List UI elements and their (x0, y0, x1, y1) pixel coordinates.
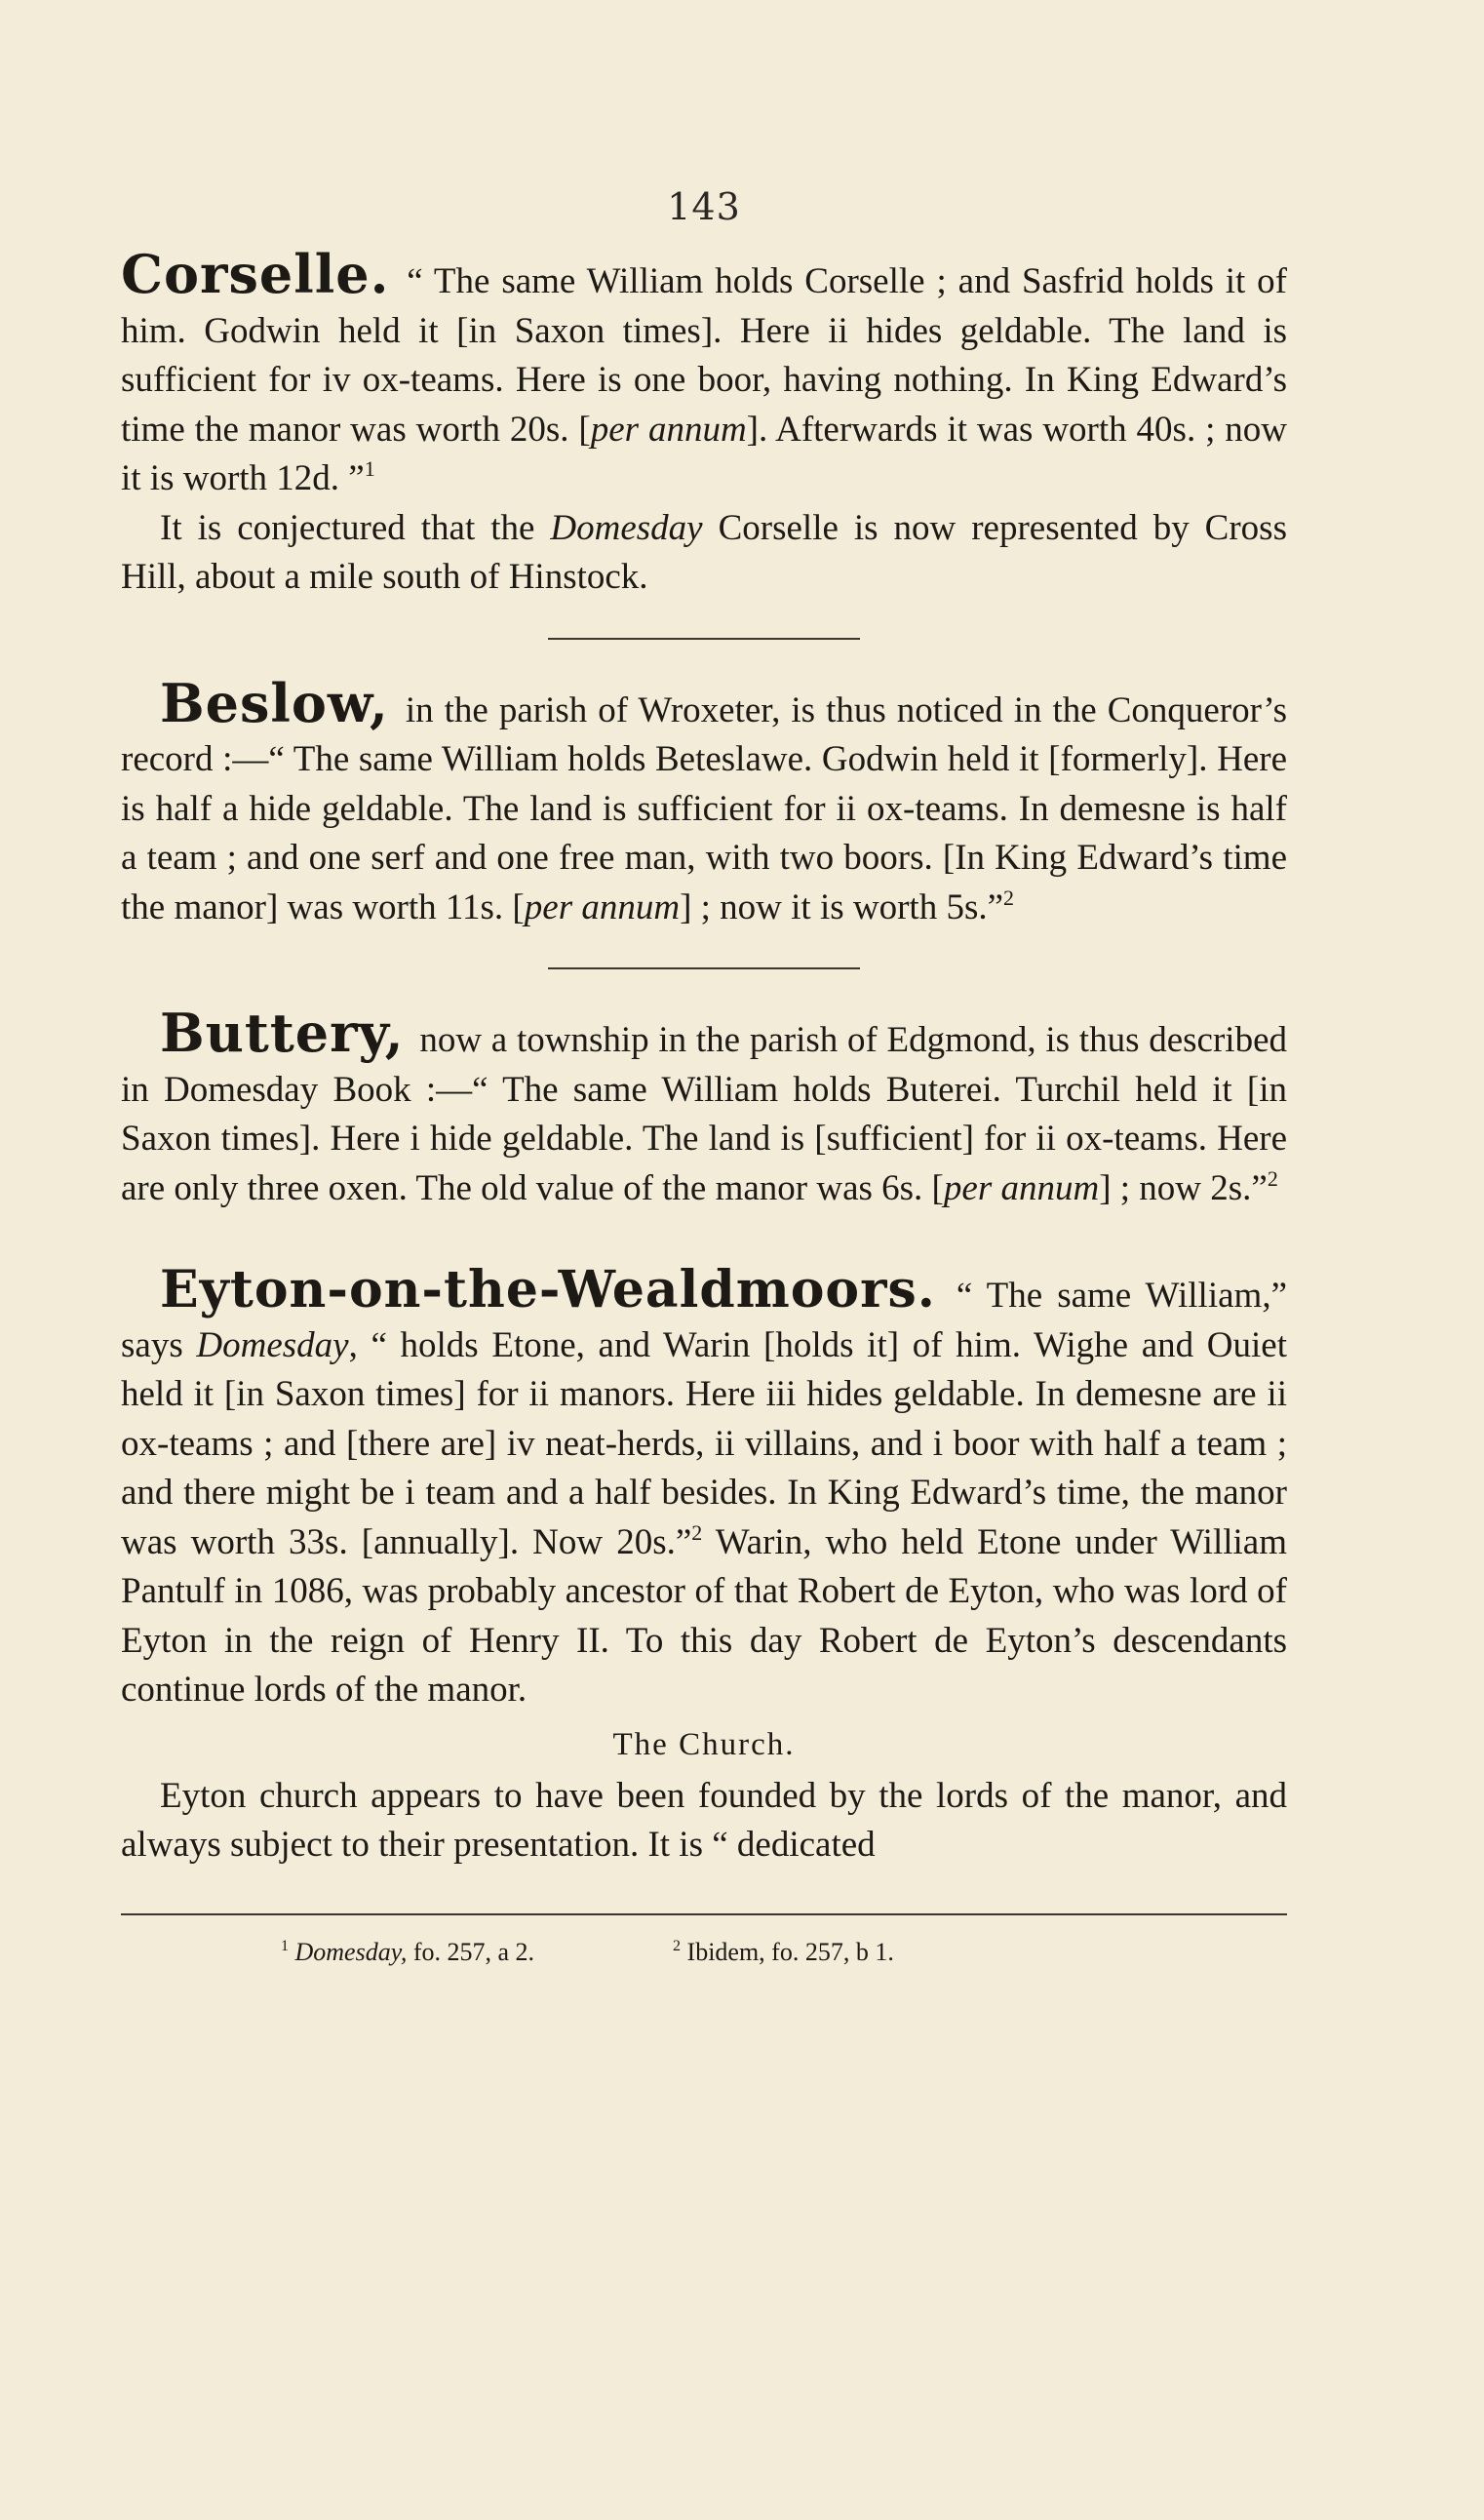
corselle-paragraph: Corselle. “ The same William holds Corselle ; and Sasfrid holds it of him. Godwin held it [in Saxon times]. Here ii hides geldable. The land is sufficient for iv ox-teams. Here is one boor, having nothing. In King Edward’s time the manor was worth 20s. [per annum]. Afterwards it was worth 40s. ; now it is worth 12d. ”$^1$ (121, 243, 1287, 498)
footnote-ref: 2 (1267, 1165, 1278, 1191)
church-subheading: The Church. (612, 1726, 796, 1762)
corselle-heading: Corselle. (121, 243, 390, 305)
footnote-ref: 2 (1003, 885, 1015, 910)
beslow-heading: Beslow, (160, 671, 389, 734)
footnote-2: $^2$ Ibidem, fo. 257, b 1. (673, 1937, 894, 1966)
footnote-ref: 2 (691, 1519, 703, 1545)
footnote-1: $^1$ Domesday, fo. 257, a 2. (281, 1937, 535, 1966)
buttery-paragraph: Buttery, now a township in the parish of Edgmond, is thus described in Domesday Book :—“ The same William holds Buterei. Turchil held it [in Saxon times]. Here i hide geldable. The land is [sufficient] for ii ox-teams. Here are only three oxen. The old value of the manor was 6s. [per annum] ; now 2s.”$^2$ (121, 1002, 1287, 1208)
eyton-paragraph: Eyton-on-the-Wealdmoors. “ The same William,” says Domesday, “ holds Etone, and Warin [holds it] of him. Wighe and Ouiet held it [in Saxon times] for ii manors. Here iii hides geldable. In demesne are ii ox-teams ; and [there are] iv neat-herds, ii villains, and i boor with half a team ; and there might be i team and a half besides. In King Edward’s time, the manor was worth 33s. [annually]. Now 20s.”$^2$ Warin, who held Etone under William Pantulf in 1086, was probably ancestor of that Robert de Eyton, who was lord of Eyton in the reign of Henry II. To this day Robert de Eyton’s descendants continue lords of the manor. (121, 1260, 1287, 1710)
buttery-heading: Buttery, (160, 1002, 405, 1064)
eyton-heading: Eyton-on-the-Wealdmoors. (160, 1260, 936, 1319)
beslow-paragraph: Beslow, in the parish of Wroxeter, is thus noticed in the Conqueror’s record :—“ The same William holds Beteslawe. Godwin held it [formerly]. Here is half a hide geldable. The land is sufficient for ii ox-teams. In demesne is half a team ; and one serf and one free man, with two boors. [In King Edward’s time the manor] was worth 11s. [per annum] ; now it is worth 5s.”$^2$ (121, 671, 1287, 927)
footnote-ref: 1 (364, 456, 375, 481)
section-divider (548, 638, 860, 640)
church-paragraph: Eyton church appears to have been founded by the lords of the manor, and always subject to their presentation. It is “ dedicated (121, 1775, 1287, 1865)
corselle-note-paragraph: It is conjectured that the Domesday Corselle is now represented by Cross Hill, about a mile south of Hinstock. (121, 507, 1287, 597)
section-divider (548, 967, 860, 969)
book-page (121, 185, 1287, 1972)
footnote-rule (121, 1913, 1287, 1915)
page-number: 143 (667, 185, 741, 228)
section-gap (121, 1213, 1287, 1266)
footnotes (121, 1933, 1287, 1972)
